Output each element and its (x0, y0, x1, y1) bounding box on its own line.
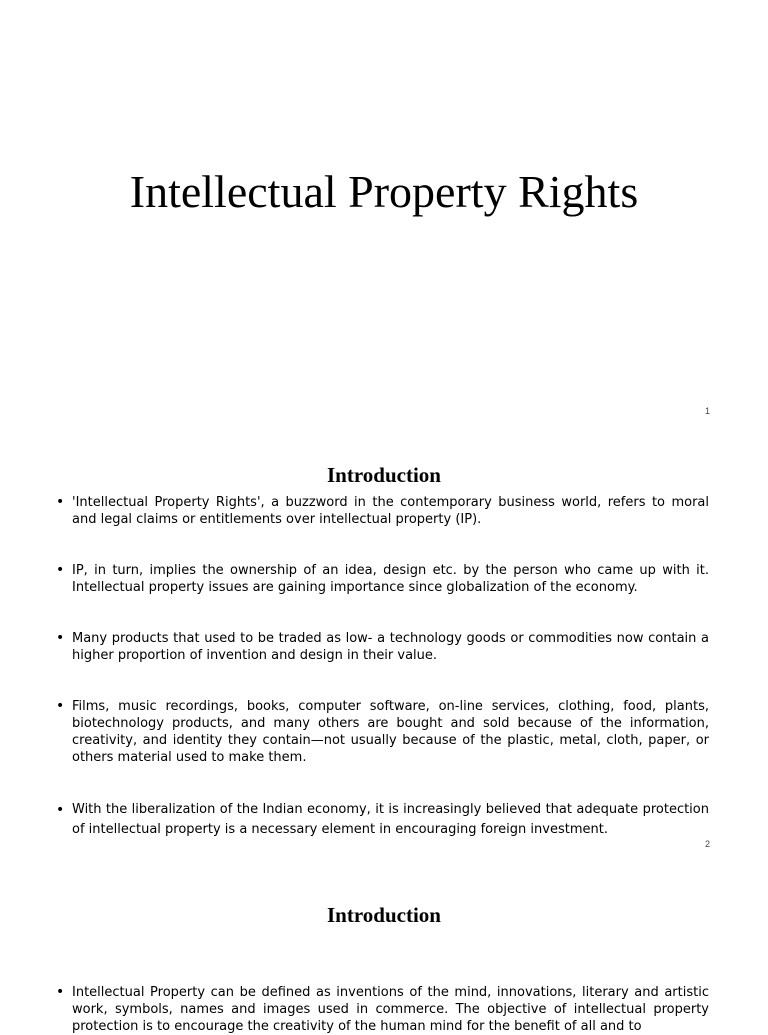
page-number: 1 (704, 406, 710, 416)
bullet-item: • Many products that used to be traded as low- a technology goods or commodities now contain a higher proportion of invention and design in their value. (56, 630, 709, 664)
slide-2 (0, 432, 768, 864)
bullet-item: • With the liberalization of the Indian economy, it is increasingly believed that adequate protection of intellectual property is a necessary element in encouraging foreign investment. (56, 800, 709, 840)
bullet-item: • Films, music recordings, books, computer software, on-line services, clothing, food, plants, biotechnology products, and many others are bought and sold because of the information, creativity, and identity they contain—not usually because of the plastic, metal, cloth, paper, or others material used to make them. (56, 698, 709, 766)
bullet-item: • Intellectual Property can be defined as inventions of the mind, innovations, literary and artistic work, symbols, names and images used in commerce. The objective of intellectual property protection is to encourage the creativity of the human mind for the benefit of all and to (56, 984, 709, 1035)
section-title: Introduction (327, 463, 441, 487)
page-number: 2 (704, 839, 710, 849)
slide-3 (0, 864, 768, 1034)
bullet-item: • 'Intellectual Property Rights', a buzzword in the contemporary business world, refers to moral and legal claims or entitlements over intellectual property (IP). (56, 494, 709, 528)
section-title: Introduction (327, 903, 441, 927)
bullet-item: • IP, in turn, implies the ownership of an idea, design etc. by the person who came up with it. Intellectual property issues are gaining importance since globalization of the economy. (56, 562, 709, 596)
slide-1 (0, 0, 768, 432)
slide-title: Intellectual Property Rights (129, 166, 639, 217)
